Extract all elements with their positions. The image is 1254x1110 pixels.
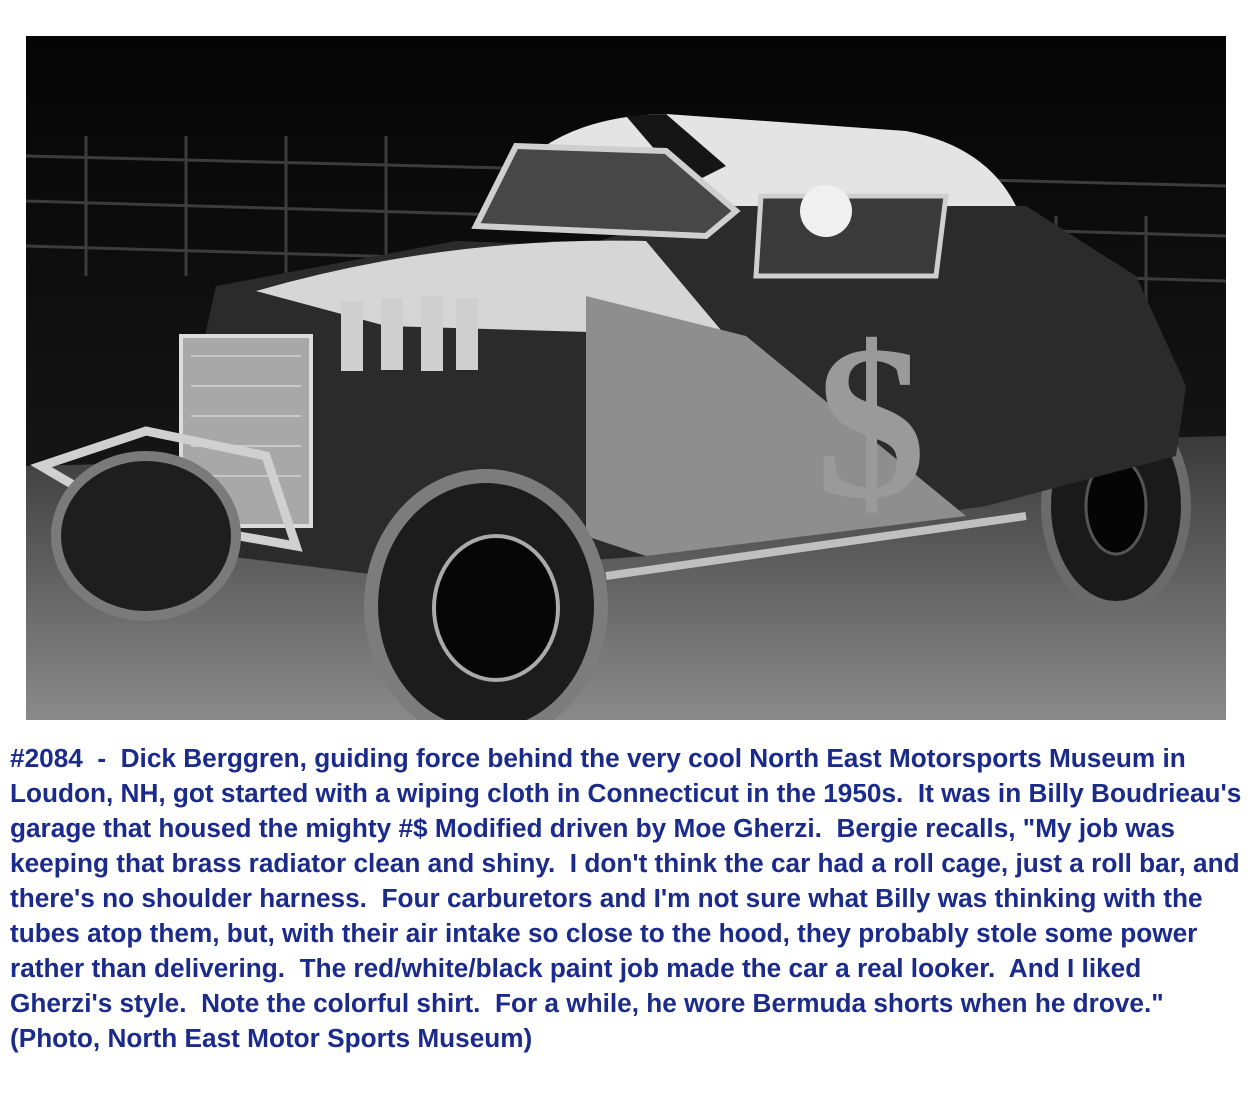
race-car-photo (26, 36, 1226, 720)
door-dollar-sign: $ (816, 300, 926, 544)
race-car-illustration (26, 36, 1226, 720)
driver-helmet (800, 185, 852, 237)
front-left-wheel (56, 456, 236, 616)
photo-caption: #2084 - Dick Berggren, guiding force behind the very cool North East Motorsports Museum in Loudon, NH, got started with a wiping cloth in Connecticut in the 1950s. It was in Billy Boudrieau's garage that housed the mighty #$ Modified driven by Moe Gherzi. Bergie recalls, "My job was keeping that brass radiator clean and shiny. I don't think the car had a roll cage, just a roll bar, and there's no shoulder harness. Four carburetors and I'm not sure what Billy was thinking with the tubes atop them, but, with their air intake so close to the hood, they probably stole some power rather than delivering. The red/white/black paint job made the car a real looker. And I liked Gherzi's style. Note the colorful shirt. For a while, he wore Bermuda shorts when he drove." (Photo, North East Motor Sports Museum) (10, 743, 1249, 1053)
